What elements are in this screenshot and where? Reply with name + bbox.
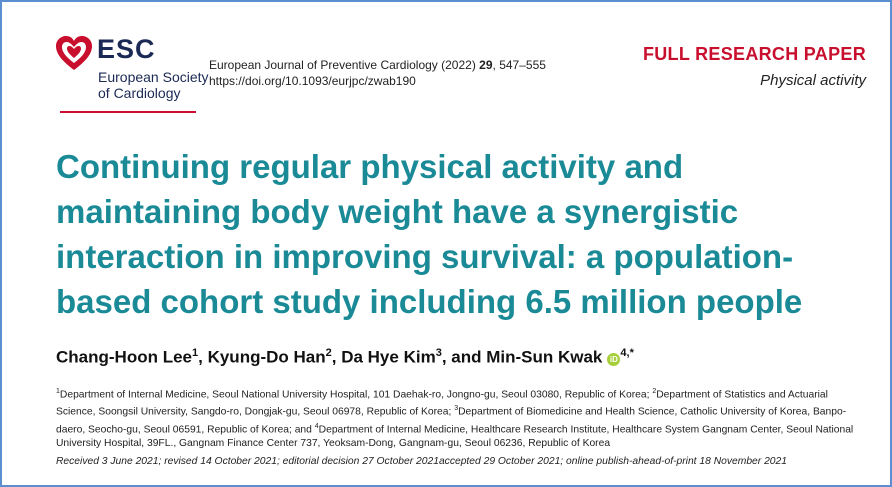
title-line: maintaining body weight have a synergistic — [56, 193, 739, 230]
esc-wordmark: ESC — [97, 34, 156, 64]
title-line: Continuing regular physical activity and — [56, 148, 684, 185]
affiliation-mark: 4 — [314, 422, 319, 430]
author-name: Chang-Hoon Lee — [56, 347, 192, 367]
citation-line — [209, 57, 546, 73]
orcid-icon[interactable]: iD — [607, 353, 620, 366]
article-title — [56, 144, 866, 324]
paper-topic-label: Physical activity — [760, 72, 866, 89]
author-name: Kyung-Do Han — [207, 347, 326, 367]
author-separator: , and — [441, 347, 487, 367]
article-history-dates: Received 3 June 2021; revised 14 October 2021; editorial decision 27 October 2021accepted 29 October 2021; online publish-ahead-of-print 18 November 2021 — [56, 456, 787, 467]
author-separator: , — [331, 347, 342, 367]
affiliation-text: Department of Statistics and Actuarial Science, Soongsil University, Sangdo-ro, Dongjak-gu, Seoul 06978, Republic of Korea; — [56, 389, 828, 418]
author-separator: , — [198, 347, 208, 367]
affiliation-text: Department of Internal Medicine, Healthcare Research Institute, Healthcare System Gangnam Center, Seoul National University Hospital, 39FL., Gangnam Finance Center 737, Yeoksam-Dong, Gangnam-gu, Seoul 06236, Republic of Korea — [56, 424, 854, 450]
author-list — [56, 347, 634, 368]
paper-type-label: FULL RESEARCH PAPER — [642, 44, 866, 64]
author-name: Min-Sun Kwak — [486, 347, 603, 367]
affiliation-mark: 1 — [56, 388, 60, 395]
affiliations — [56, 385, 856, 451]
affiliation-text: Department of Internal Medicine, Seoul National University Hospital, 101 Daehak-ro, Jongno-gu, Seoul 03080, Republic of Korea; — [59, 389, 653, 401]
affiliation-text: Department of Biomedicine and Health Science, Catholic University of Korea, Banpo-daero, Seocho-gu, Seoul 06591, Republic of Korea; and — [56, 406, 847, 436]
esc-org-line2: of Cardiology — [98, 85, 181, 101]
journal-citation — [209, 57, 546, 89]
brand-divider — [60, 111, 196, 113]
doi-link[interactable]: https://doi.org/10.1093/eurjpc/zwab190 — [209, 74, 416, 88]
author-affiliation-mark: 1 — [192, 347, 199, 359]
affiliation-mark: 2 — [652, 388, 657, 395]
citation-prefix: European Journal of Preventive Cardiology (2022) — [209, 58, 480, 72]
esc-organization-name — [98, 69, 209, 101]
esc-heart-logo-icon — [54, 34, 94, 74]
title-line: based cohort study including 6.5 million people — [56, 283, 803, 320]
title-line: interaction in improving survival: a population- — [56, 238, 794, 275]
esc-org-line1: European Society — [98, 69, 209, 85]
author-affiliation-mark: 2 — [325, 347, 332, 359]
author-name: Da Hye Kim — [341, 347, 436, 367]
citation-volume: 29 — [479, 58, 493, 72]
author-affiliation-mark: 4,* — [620, 347, 634, 359]
affiliation-mark: 3 — [454, 405, 459, 413]
article-header — [2, 2, 890, 122]
citation-pages: , 547–555 — [492, 58, 546, 72]
author-affiliation-mark: 3 — [435, 347, 442, 359]
